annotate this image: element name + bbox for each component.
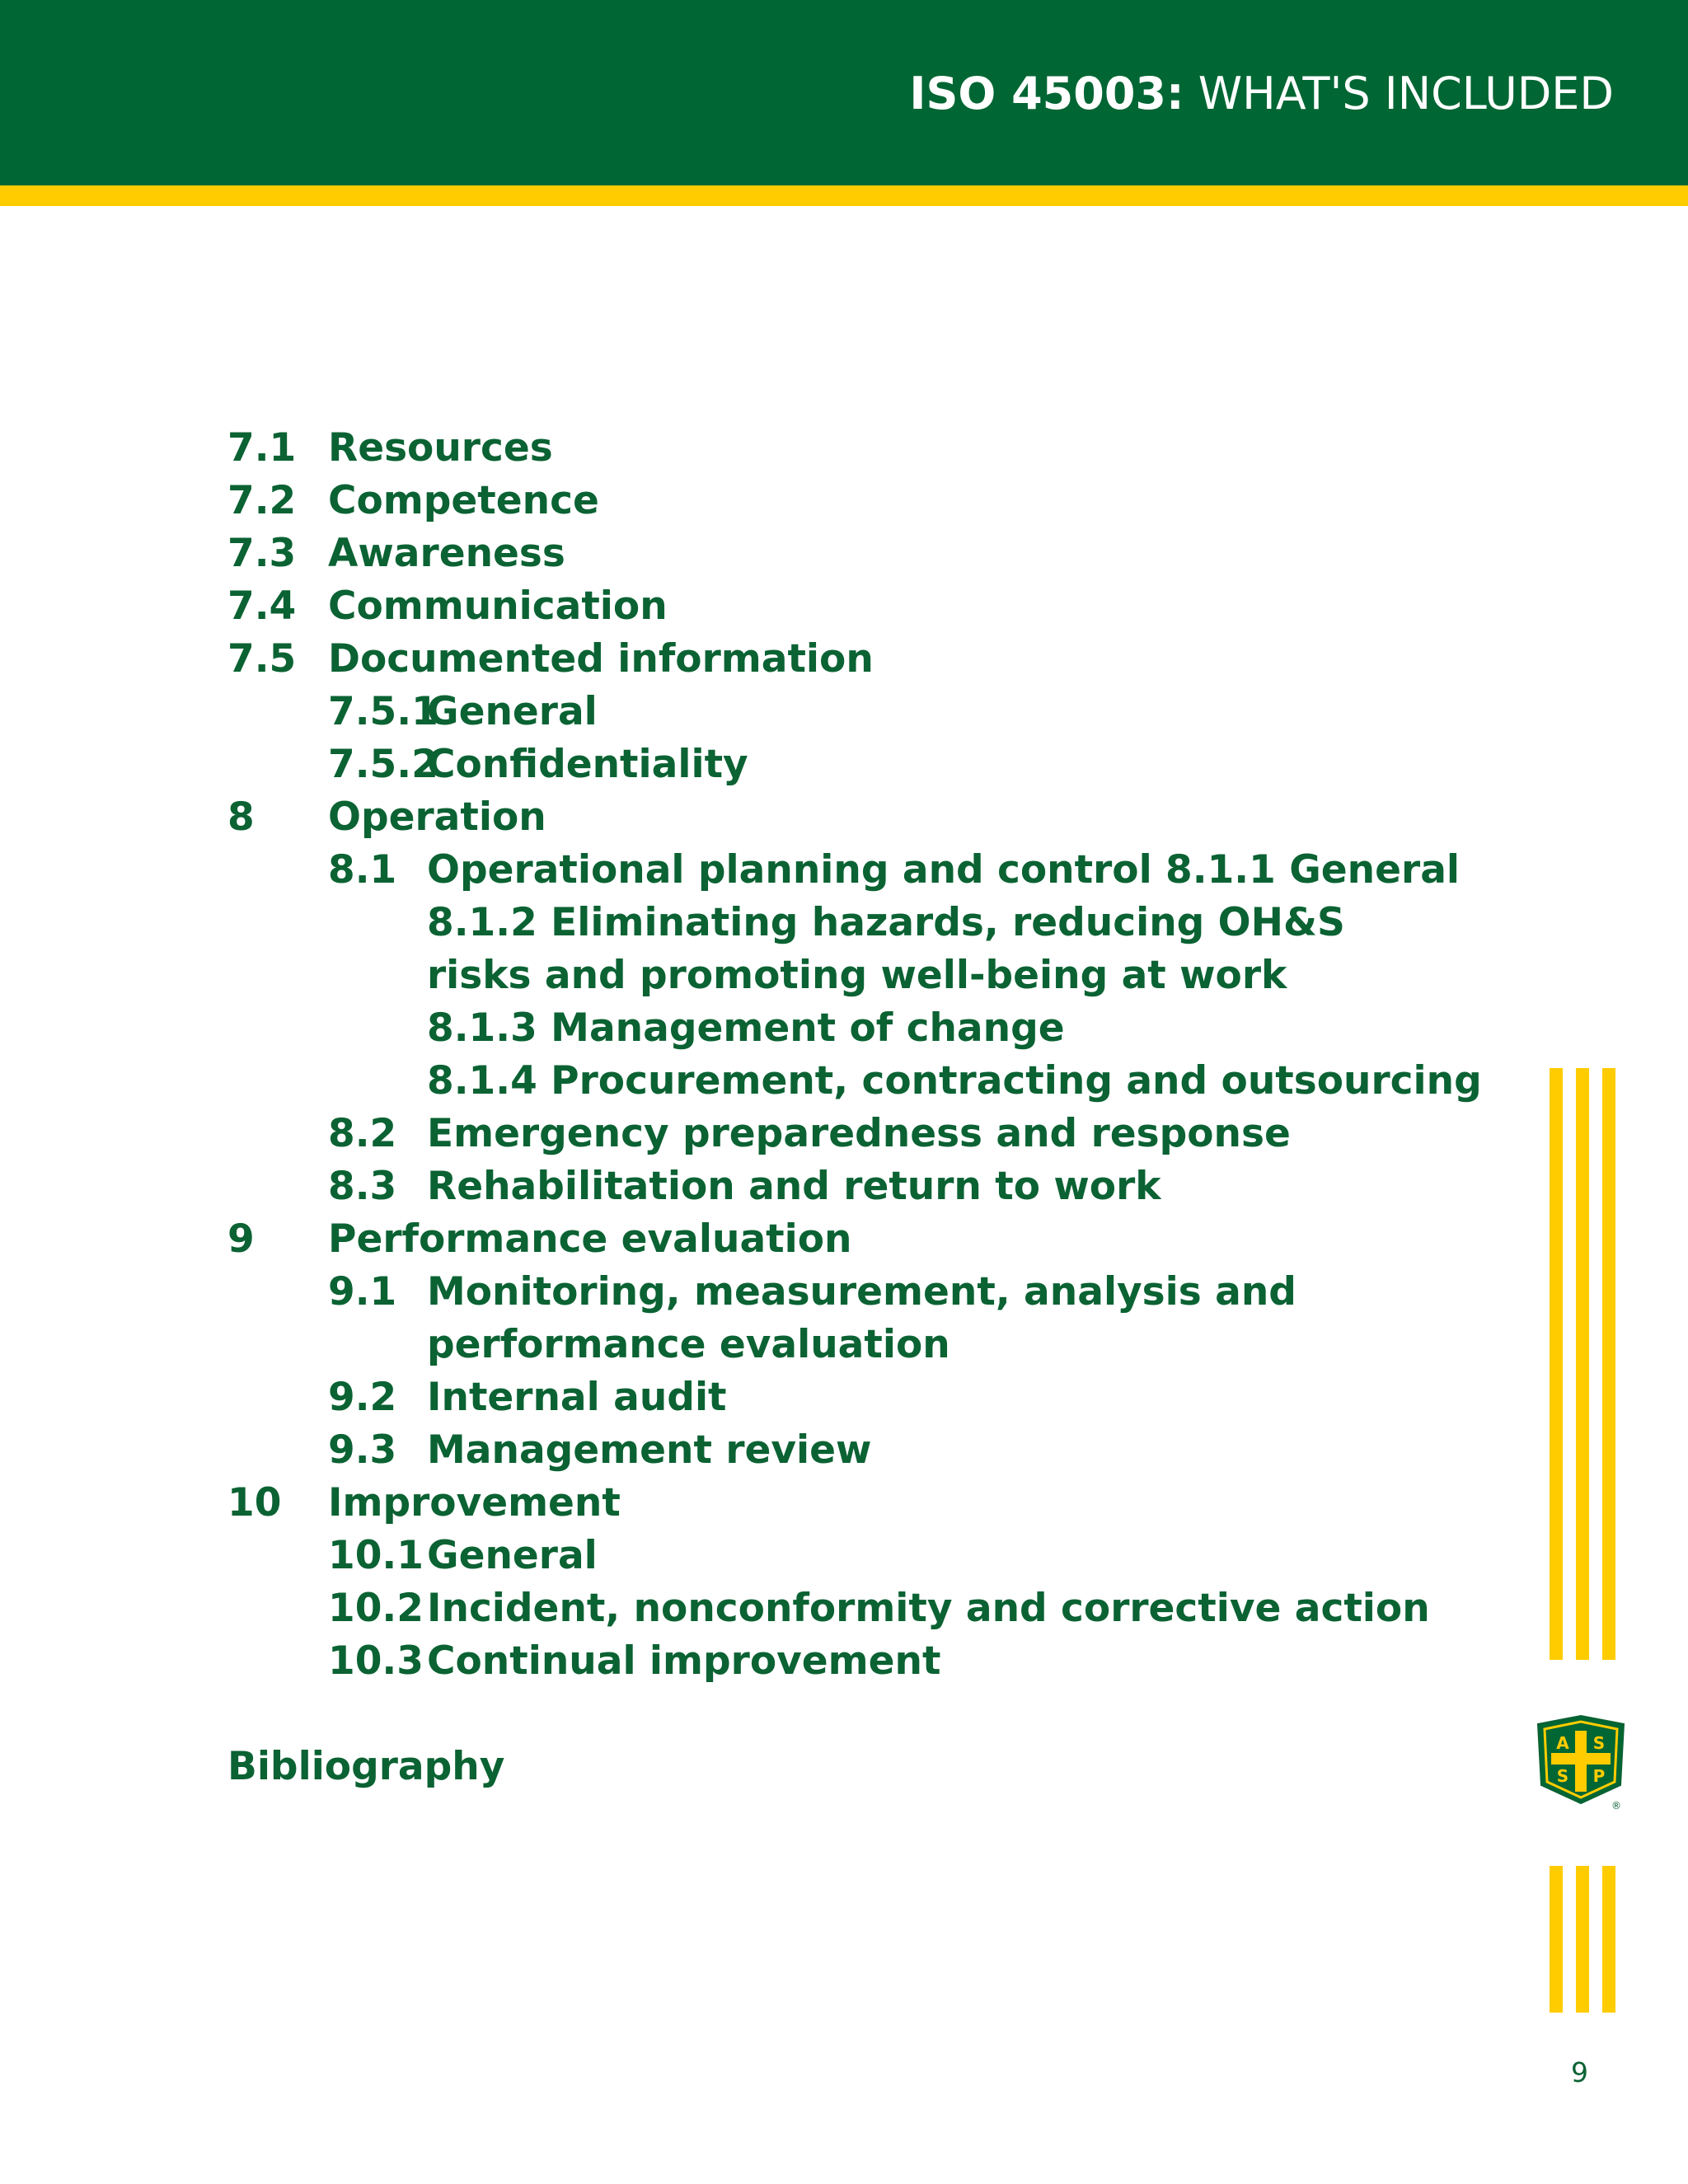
toc-text: Operational planning and control 8.1.1 General	[427, 847, 1461, 893]
toc-number: 9.3	[328, 1427, 397, 1473]
stripe-bar	[1576, 1866, 1589, 2013]
toc-text: 8.1.4 Procurement, contracting and outsourcing	[427, 1058, 1482, 1104]
toc-text: performance evaluation	[427, 1322, 950, 1367]
toc-number: 8.2	[328, 1111, 397, 1156]
toc-number: 8.3	[328, 1164, 397, 1209]
toc-text: Confidentiality	[427, 742, 748, 787]
toc-text: Resources	[328, 425, 553, 471]
toc-number: 8	[227, 794, 255, 840]
toc-number: 7.1	[227, 425, 297, 471]
toc-text: Communication	[328, 583, 668, 629]
toc-text: Operation	[328, 794, 546, 840]
header-title-rest: WHAT'S INCLUDED	[1198, 68, 1614, 120]
toc-text: Internal audit	[427, 1375, 727, 1420]
page-number: 9	[1571, 2056, 1588, 2088]
toc-text: Rehabilitation and return to work	[427, 1164, 1161, 1209]
toc-number: 10.1	[328, 1533, 424, 1578]
toc-text: risks and promoting well-being at work	[427, 953, 1287, 998]
header-title-bold: ISO 45003:	[909, 68, 1184, 120]
toc-text: 8.1.2 Eliminating hazards, reducing OH&S	[427, 900, 1345, 945]
toc-text: General	[427, 689, 598, 734]
toc-number: 7.5.2	[328, 742, 438, 787]
toc-text: Documented information	[328, 636, 874, 682]
toc-bibliography: Bibliography	[227, 1744, 505, 1789]
toc-number: 10.2	[328, 1586, 424, 1631]
stripe-bar	[1602, 1866, 1615, 2013]
logo-letter: S	[1592, 1733, 1606, 1753]
toc-number: 7.5.1	[328, 689, 438, 734]
toc-text: Competence	[328, 478, 599, 523]
logo-letter: S	[1556, 1766, 1569, 1786]
toc-number: 7.3	[227, 531, 297, 576]
toc-number: 9.1	[328, 1269, 397, 1315]
toc-number: 9	[227, 1216, 255, 1262]
toc-text: General	[427, 1533, 598, 1578]
toc-number: 8.1	[328, 847, 397, 893]
toc-text: Emergency preparedness and response	[427, 1111, 1291, 1156]
logo-letter: A	[1556, 1733, 1569, 1753]
stripe-bar	[1550, 1866, 1563, 2013]
toc-number: 9.2	[328, 1375, 397, 1420]
toc-text: 8.1.3 Management of change	[427, 1005, 1065, 1051]
stripe-bar	[1550, 1068, 1563, 1660]
toc-number: 7.4	[227, 583, 297, 629]
stripe-bar	[1576, 1068, 1589, 1660]
toc-number: 10	[227, 1480, 282, 1526]
toc-text: Awareness	[328, 531, 565, 576]
toc-number: 10.3	[328, 1638, 424, 1684]
logo-registered-mark: ®	[1611, 1800, 1621, 1811]
toc-number: 7.2	[227, 478, 297, 523]
logo-letter: P	[1592, 1766, 1606, 1786]
toc-number: 7.5	[227, 636, 297, 682]
stripe-bar	[1602, 1068, 1615, 1660]
assp-logo-icon	[1535, 1714, 1627, 1813]
toc-text: Performance evaluation	[328, 1216, 852, 1262]
toc-text: Management review	[427, 1427, 872, 1473]
toc-text: Continual improvement	[427, 1638, 941, 1684]
toc-text: Monitoring, measurement, analysis and	[427, 1269, 1296, 1315]
toc-text: Incident, nonconformity and corrective action	[427, 1586, 1430, 1631]
toc-text: Improvement	[328, 1480, 621, 1526]
